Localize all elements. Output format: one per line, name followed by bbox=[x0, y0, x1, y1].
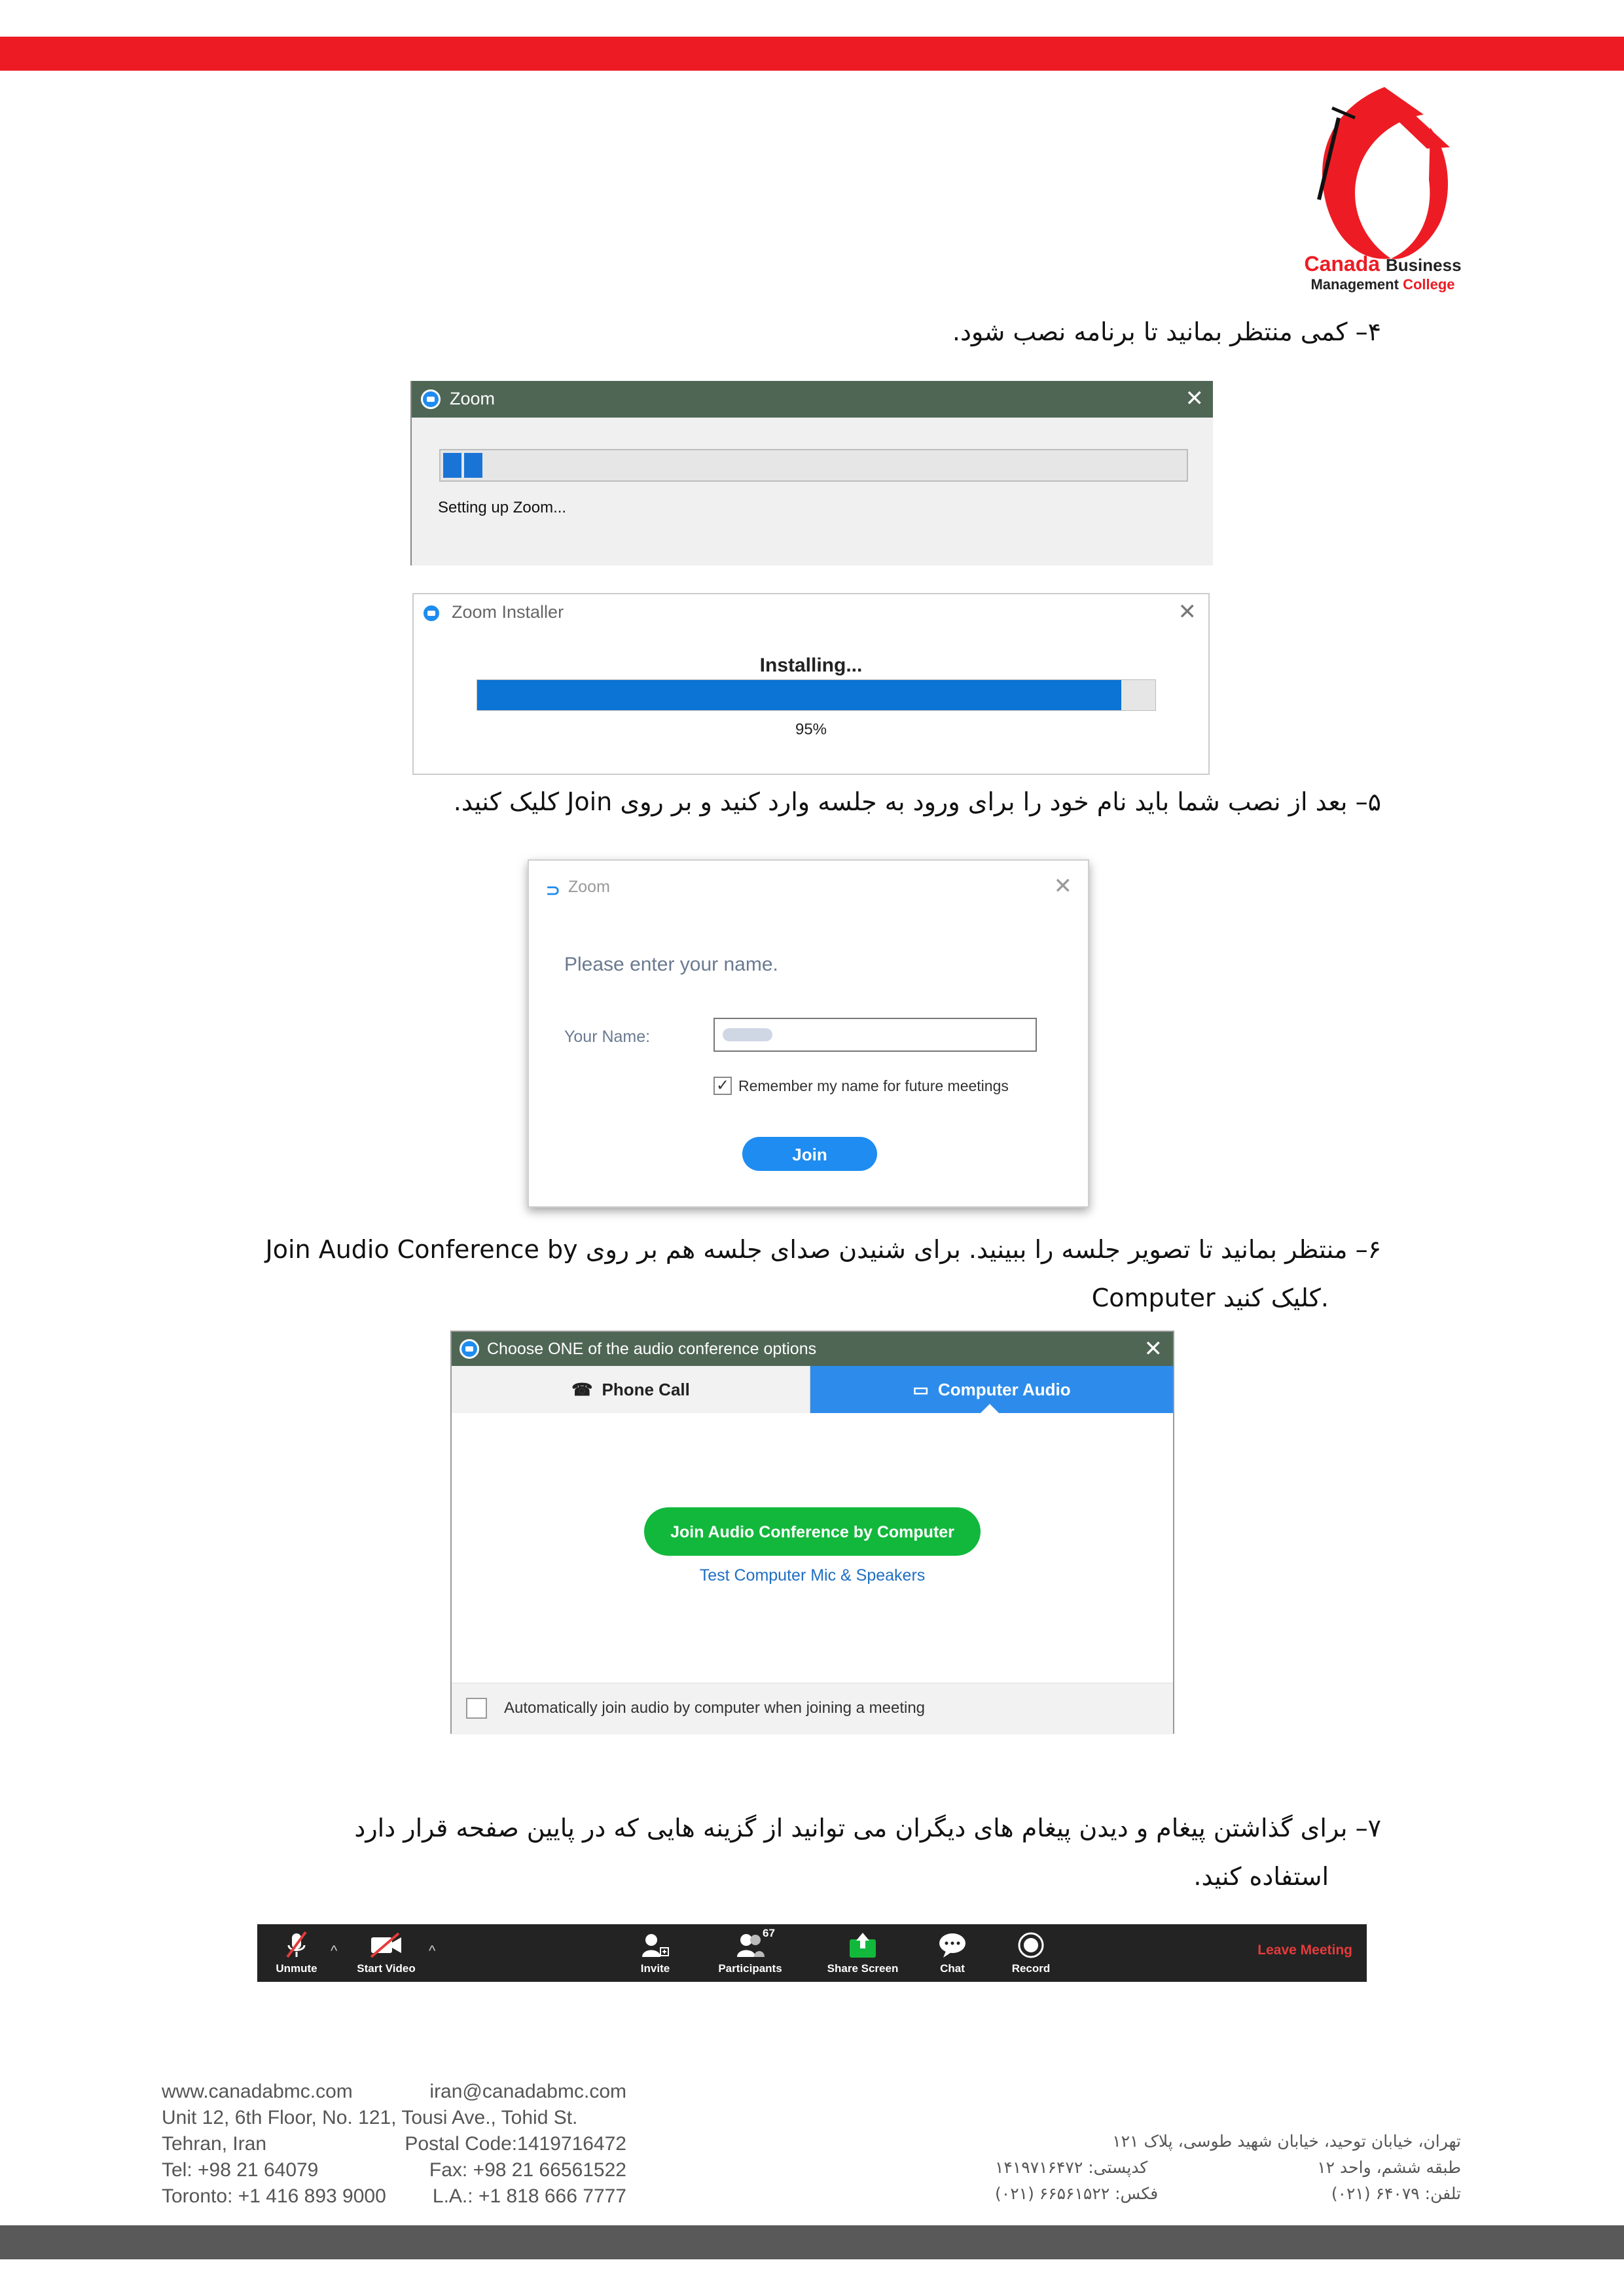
header-red-bar bbox=[0, 37, 1624, 71]
zoom-installer-window bbox=[412, 593, 1210, 775]
zoom-join-window bbox=[528, 859, 1089, 1208]
window-title: Zoom bbox=[450, 389, 496, 408]
active-tab-indicator bbox=[981, 1404, 999, 1413]
progress-segment bbox=[464, 453, 482, 478]
zoom-icon bbox=[422, 603, 441, 623]
zoom-setup-window bbox=[410, 381, 1213, 565]
record-label: Record bbox=[1011, 1962, 1051, 1975]
step-7-text-line1: ۷– برای گذاشتن پیغام و دیدن پیغام های دیگران می توانید از گزینه هایی که در پایین صفحه قرار دارد bbox=[354, 1814, 1381, 1842]
audio-options-window bbox=[450, 1331, 1174, 1734]
video-off-icon bbox=[369, 1932, 404, 1958]
share-screen-button[interactable] bbox=[820, 1928, 905, 1975]
footer-fax: Fax: +98 21 66561522 bbox=[429, 2159, 626, 2181]
participants-label: Participants bbox=[718, 1962, 782, 1975]
chat-label: Chat bbox=[940, 1962, 965, 1975]
step-6-text-line1: ۶– منتظر بمانید تا تصویر جلسه را ببینید. برای شنیدن صدای جلسه هم بر روی Join Audio Conference by bbox=[265, 1235, 1381, 1264]
footer-fa-floor: طبقه ششم، واحد ۱۲ bbox=[1317, 2158, 1461, 2177]
footer-postal: Postal Code:1419716472 bbox=[405, 2133, 626, 2155]
install-percent: 95% bbox=[795, 721, 827, 738]
logo-word-management: Management bbox=[1310, 276, 1399, 293]
footer-fa-postal: کدپستی: ۱۴۱۹۷۱۶۴۷۲ bbox=[995, 2158, 1148, 2177]
footer-tel: Tel: +98 21 64079 bbox=[162, 2159, 319, 2181]
participants-icon bbox=[734, 1932, 766, 1958]
footer-fa-tel: تلفن: ۶۴۰۷۹ (۰۲۱) bbox=[1331, 2184, 1461, 2203]
footer-contact-en bbox=[162, 2079, 626, 2210]
setup-progress-bar bbox=[439, 449, 1188, 482]
window-title: Choose ONE of the audio conference options bbox=[487, 1340, 817, 1358]
window-title: Zoom Installer bbox=[452, 602, 564, 622]
zoom-icon bbox=[421, 389, 441, 409]
tab-phone-call-label: Phone Call bbox=[602, 1380, 690, 1399]
enter-name-prompt: Please enter your name. bbox=[564, 954, 778, 975]
progress-segment bbox=[443, 453, 461, 478]
footer-fa-address: تهران، خیابان توحید، خیابان شهید طوسی، پلاک ۱۲۱ bbox=[1112, 2132, 1461, 2151]
invite-label: Invite bbox=[640, 1962, 670, 1975]
participants-count-badge: 67 bbox=[763, 1927, 775, 1939]
share-screen-label: Share Screen bbox=[827, 1962, 899, 1975]
footer-la: L.A.: +1 818 666 7777 bbox=[432, 2185, 626, 2207]
video-options-caret[interactable]: ^ bbox=[429, 1943, 436, 1959]
leave-meeting-button[interactable]: Leave Meeting bbox=[1257, 1943, 1352, 1958]
footer-toronto: Toronto: +1 416 893 9000 bbox=[162, 2185, 386, 2207]
muted-mic-icon bbox=[283, 1931, 310, 1960]
auto-join-audio-checkbox[interactable] bbox=[466, 1698, 487, 1719]
install-progress-fill bbox=[477, 680, 1121, 710]
zoom-logo-icon: ⊃ bbox=[546, 880, 560, 900]
install-progress-bar bbox=[477, 679, 1156, 711]
footer-contact-fa bbox=[995, 2128, 1461, 2207]
invite-button[interactable] bbox=[616, 1928, 695, 1975]
logo-word-canada: Canada bbox=[1304, 252, 1380, 276]
step-7-text-line2: استفاده کنید. bbox=[1193, 1862, 1329, 1891]
tab-computer-audio-label: Computer Audio bbox=[937, 1380, 1071, 1399]
unmute-button[interactable] bbox=[257, 1928, 336, 1975]
window-titlebar bbox=[452, 1332, 1173, 1366]
close-icon[interactable]: ✕ bbox=[1144, 1336, 1163, 1361]
chat-icon bbox=[938, 1931, 967, 1959]
zoom-icon bbox=[460, 1339, 479, 1359]
logo-word-business: Business bbox=[1385, 255, 1462, 275]
remember-name-label: Remember my name for future meetings bbox=[738, 1077, 1009, 1094]
footer-email[interactable]: iran@canadabmc.com bbox=[429, 2081, 626, 2102]
your-name-label: Your Name: bbox=[564, 1028, 651, 1046]
setup-status-text: Setting up Zoom... bbox=[438, 499, 567, 516]
footer-city: Tehran, Iran bbox=[162, 2133, 267, 2155]
audio-options-footer bbox=[452, 1683, 1173, 1734]
tab-phone-call[interactable] bbox=[452, 1366, 810, 1413]
logo-wordmark bbox=[1293, 252, 1473, 293]
auto-join-audio-label: Automatically join audio by computer when joining a meeting bbox=[504, 1699, 926, 1717]
blurred-name-value bbox=[723, 1028, 772, 1041]
close-icon[interactable]: ✕ bbox=[1178, 600, 1197, 624]
footer-address: Unit 12, 6th Floor, No. 121, Tousi Ave., Tohid St. bbox=[162, 2107, 578, 2128]
window-titlebar bbox=[412, 381, 1213, 418]
test-mic-speakers-link[interactable]: Test Computer Mic & Speakers bbox=[699, 1566, 926, 1585]
audio-options-caret[interactable]: ^ bbox=[331, 1943, 338, 1959]
share-screen-icon bbox=[847, 1931, 878, 1959]
laptop-icon: ▭ bbox=[912, 1380, 929, 1399]
meeting-toolbar bbox=[257, 1924, 1367, 1982]
close-icon[interactable]: ✕ bbox=[1185, 386, 1204, 411]
join-button[interactable]: Join bbox=[742, 1137, 877, 1171]
record-button[interactable] bbox=[992, 1928, 1070, 1975]
step-5-text: ۵– بعد از نصب شما باید نام خود را برای ورود به جلسه وارد کنید و بر روی Join کلیک کنید. bbox=[453, 787, 1381, 816]
chat-button[interactable] bbox=[913, 1928, 992, 1975]
start-video-button[interactable] bbox=[344, 1928, 429, 1975]
installing-heading: Installing... bbox=[759, 655, 863, 676]
footer-fa-fax: فکس: ۶۶۵۶۱۵۲۲ (۰۲۱) bbox=[995, 2184, 1159, 2203]
start-video-label: Start Video bbox=[357, 1962, 416, 1975]
join-audio-computer-button[interactable]: Join Audio Conference by Computer bbox=[644, 1507, 981, 1556]
step-4-text: ۴– کمی منتظر بمانید تا برنامه نصب شود. bbox=[952, 317, 1381, 346]
participants-button[interactable] bbox=[708, 1928, 793, 1975]
window-title: Zoom bbox=[568, 878, 610, 896]
logo-word-college: College bbox=[1403, 276, 1455, 293]
record-icon bbox=[1017, 1931, 1045, 1959]
footer-website[interactable]: www.canadabmc.com bbox=[162, 2081, 353, 2102]
step-6-text-line2: Computer کلیک کنید. bbox=[1091, 1283, 1329, 1312]
unmute-label: Unmute bbox=[276, 1962, 317, 1975]
invite-icon bbox=[641, 1932, 670, 1958]
remember-name-checkbox[interactable]: ✓ bbox=[713, 1077, 732, 1095]
phone-icon: ☎ bbox=[571, 1380, 593, 1399]
close-icon[interactable]: ✕ bbox=[1053, 874, 1072, 899]
footer-gray-bar bbox=[0, 2225, 1624, 2259]
